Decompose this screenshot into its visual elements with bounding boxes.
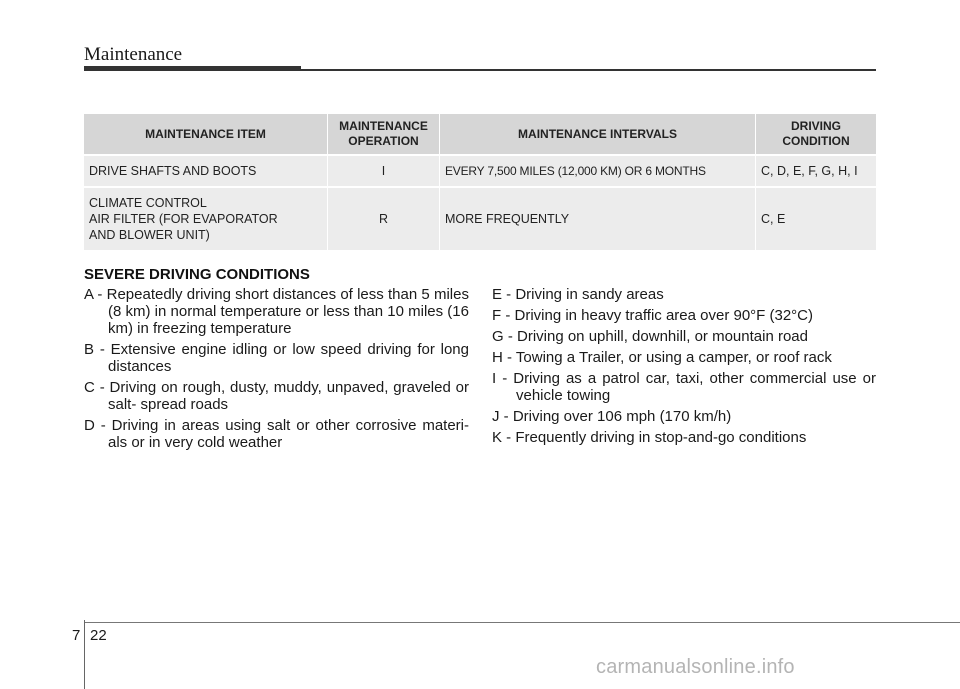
severe-conditions-title: SEVERE DRIVING CONDITIONS [84, 266, 310, 283]
condition-item-k: K - Frequently driving in stop-and-go conditions [492, 429, 807, 446]
header-operation-line1: MAINTENANCE [339, 119, 428, 133]
condition-item-j: J - Driving over 106 mph (170 km/h) [492, 408, 732, 425]
table-header-row [84, 114, 876, 154]
condition-item-a: A - Repeatedly driving short distances of less than 5 miles (8 km) in normal temperature or less than 10 miles (16 km) in freezing temperature [84, 286, 469, 337]
cell-interval: EVERY 7,500 MILES (12,000 KM) OR 6 MONTHS [440, 154, 756, 186]
watermark: carmanualsonline.info [596, 656, 795, 678]
severe-conditions-left-column [84, 286, 469, 455]
cell-interval: MORE FREQUENTLY [440, 186, 756, 250]
header-maintenance-intervals: MAINTENANCE INTERVALS [440, 114, 756, 154]
cell-item [84, 154, 328, 186]
item-line: DRIVE SHAFTS AND BOOTS [89, 164, 257, 178]
chapter-number: 7 [72, 627, 81, 644]
condition-item-h: H - Towing a Trailer, or using a camper, or roof rack [492, 349, 832, 366]
item-line: AIR FILTER (FOR EVAPORATOR [89, 212, 278, 226]
condition-item-i: I - Driving as a patrol car, taxi, other commercial use or vehicle towing [492, 370, 876, 404]
severe-conditions-right-column [492, 286, 876, 450]
condition-item-e: E - Driving in sandy areas [492, 286, 664, 303]
page-number: 22 [90, 627, 107, 644]
header-maintenance-item: MAINTENANCE ITEM [84, 114, 328, 154]
section-title: Maintenance [84, 44, 183, 65]
cell-condition: C, D, E, F, G, H, I [756, 154, 876, 186]
condition-item-c: C - Driving on rough, dusty, muddy, unpaved, graveled or salt- spread roads [84, 379, 469, 413]
header-condition-line1: DRIVING [790, 119, 841, 133]
condition-item-f: F - Driving in heavy traffic area over 90°F (32°C) [492, 307, 813, 324]
cell-operation: R [328, 186, 440, 250]
header-rule-thick [84, 66, 301, 71]
condition-item-b: B - Extensive engine idling or low speed driving for long distances [84, 341, 469, 375]
table-row [84, 154, 876, 186]
header-driving-condition [756, 114, 876, 154]
condition-item-g: G - Driving on uphill, downhill, or mountain road [492, 328, 808, 345]
item-line: AND BLOWER UNIT) [89, 228, 210, 242]
cell-item [84, 186, 328, 250]
cell-operation: I [328, 154, 440, 186]
condition-item-d: D - Driving in areas using salt or other corrosive materi- als or in very cold weather [84, 417, 469, 451]
item-line: CLIMATE CONTROL [89, 196, 207, 210]
table-row [84, 186, 876, 250]
footer-rule [84, 622, 960, 623]
cell-condition: C, E [756, 186, 876, 250]
header-operation-line2: OPERATION [348, 134, 419, 148]
header-condition-line2: CONDITION [782, 134, 850, 148]
maintenance-table [84, 114, 876, 250]
header-rule-thin [301, 69, 876, 71]
header-maintenance-operation [328, 114, 440, 154]
footer-divider [84, 620, 85, 689]
